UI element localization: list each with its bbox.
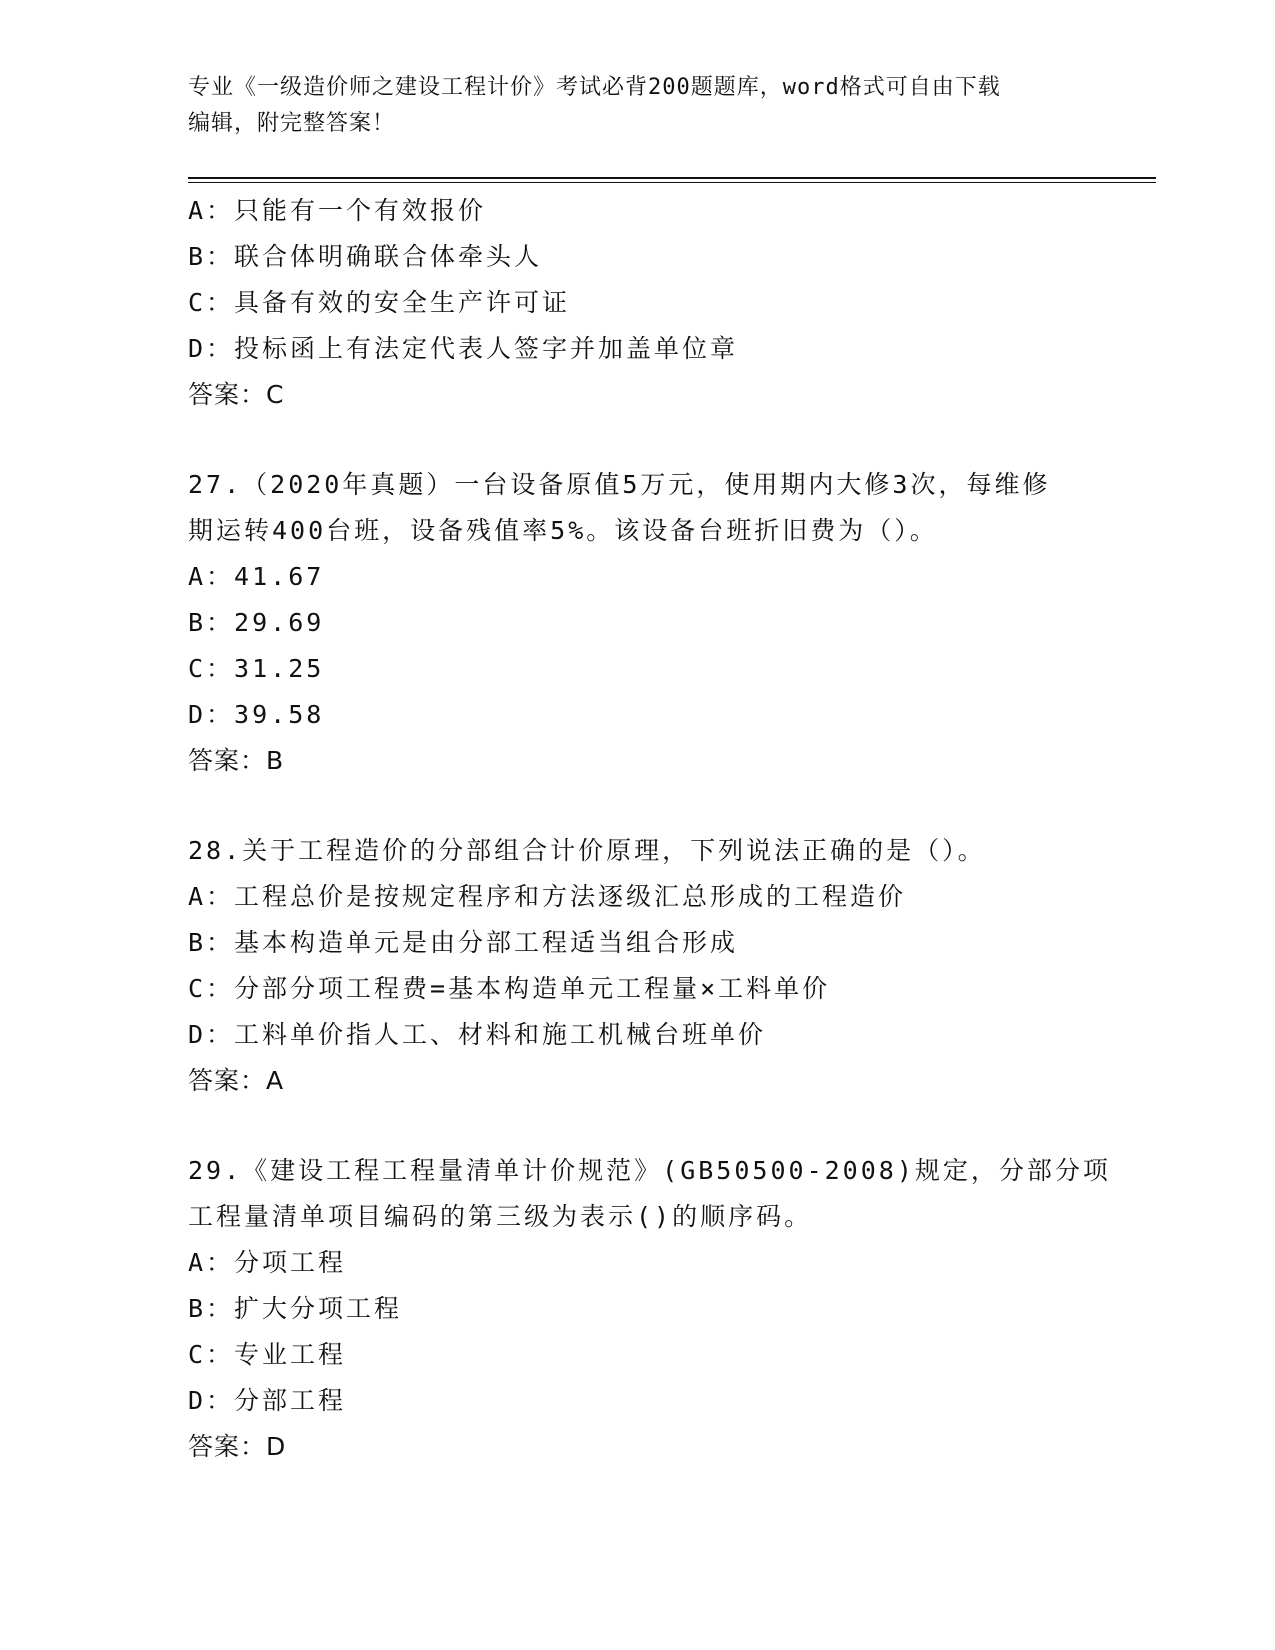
option-c: C：专业工程	[188, 1340, 347, 1369]
option-d: D：投标函上有法定代表人签字并加盖单位章	[188, 334, 739, 363]
option-d: D：工料单价指人工、材料和施工机械台班单价	[188, 1020, 767, 1049]
option-d: D：39.58	[188, 700, 325, 729]
answer: 答案：C	[188, 380, 285, 409]
spacer	[188, 784, 1088, 828]
option-d: D：分部工程	[188, 1386, 347, 1415]
question-stem-line-1: 29.《建设工程工程量清单计价规范》(GB50500-2008)规定，分部分项	[188, 1156, 1111, 1185]
option-a: A：只能有一个有效报价	[188, 196, 487, 225]
question-27	[188, 462, 1088, 784]
header-divider-thin	[188, 182, 1156, 183]
header-line-2: 编辑，附完整答案！	[188, 111, 396, 136]
option-b: B：扩大分项工程	[188, 1294, 403, 1323]
question-28	[188, 828, 1088, 1104]
question-list	[188, 188, 1111, 1470]
document-header	[188, 70, 1088, 142]
spacer	[188, 1104, 1088, 1148]
option-a: A：工程总价是按规定程序和方法逐级汇总形成的工程造价	[188, 882, 907, 911]
question-29	[188, 1148, 1111, 1470]
option-c: C：具备有效的安全生产许可证	[188, 288, 571, 317]
question-stem-line-2: 工程量清单项目编码的第三级为表示()的顺序码。	[188, 1202, 813, 1231]
option-a: A：分项工程	[188, 1248, 347, 1277]
answer: 答案：A	[188, 1066, 285, 1095]
answer: 答案：D	[188, 1432, 287, 1461]
option-b: B：基本构造单元是由分部工程适当组合形成	[188, 928, 739, 957]
spacer	[188, 418, 1088, 462]
question-stem-line-2: 期运转400台班，设备残值率5%。该设备台班折旧费为（）。	[188, 516, 938, 545]
header-divider-thick	[188, 177, 1156, 179]
option-c: C：分部分项工程费=基本构造单元工程量×工料单价	[188, 974, 831, 1003]
question-stem-line-1: 28.关于工程造价的分部组合计价原理，下列说法正确的是（）。	[188, 836, 986, 865]
option-c: C：31.25	[188, 654, 325, 683]
option-b: B：29.69	[188, 608, 325, 637]
option-b: B：联合体明确联合体牵头人	[188, 242, 543, 271]
header-line-1: 专业《一级造价师之建设工程计价》考试必背200题题库，word格式可自由下载	[188, 75, 1001, 100]
question-26	[188, 188, 1088, 418]
answer: 答案：B	[188, 746, 285, 775]
option-a: A：41.67	[188, 562, 325, 591]
question-stem-line-1: 27.（2020年真题）一台设备原值5万元，使用期内大修3次，每维修	[188, 470, 1051, 499]
